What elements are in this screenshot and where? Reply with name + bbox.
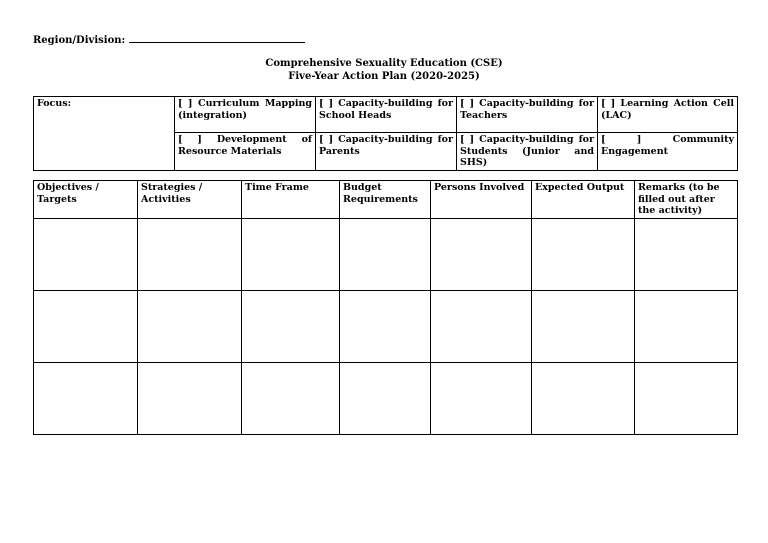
table-row <box>34 290 738 362</box>
table-cell[interactable] <box>532 218 635 290</box>
document-title: Comprehensive Sexuality Education (CSE) <box>265 58 503 69</box>
table-cell[interactable] <box>340 218 431 290</box>
table-cell[interactable] <box>532 362 635 434</box>
table-cell[interactable] <box>242 362 340 434</box>
document-subtitle: Five-Year Action Plan (2020-2025) <box>288 71 480 82</box>
header-strategies: Strategies / Activities <box>138 181 242 219</box>
table-cell[interactable] <box>242 290 340 362</box>
table-cell[interactable] <box>532 290 635 362</box>
table-cell[interactable] <box>138 362 242 434</box>
focus-option-resource-materials[interactable]: [ ] Development of Resource Materials <box>175 133 316 171</box>
focus-label: Focus: <box>37 98 72 109</box>
table-row <box>34 218 738 290</box>
header-expected-output: Expected Output <box>532 181 635 219</box>
table-cell[interactable] <box>431 290 532 362</box>
header-budget: Budget Requirements <box>340 181 431 219</box>
focus-table <box>33 96 738 171</box>
table-cell[interactable] <box>340 362 431 434</box>
table-cell[interactable] <box>34 362 138 434</box>
focus-option-teachers[interactable]: [ ] Capacity-building for Teachers <box>457 97 598 133</box>
table-cell[interactable] <box>138 290 242 362</box>
table-header-row <box>34 181 738 219</box>
table-cell[interactable] <box>138 218 242 290</box>
focus-option-lac[interactable]: [ ] Learning Action Cell (LAC) <box>598 97 738 133</box>
table-row <box>34 362 738 434</box>
region-division-label: Region/Division: <box>33 35 126 46</box>
region-division-blank-line[interactable] <box>129 33 305 43</box>
table-cell[interactable] <box>340 290 431 362</box>
focus-option-community-engagement[interactable]: [ ] Community Engagement <box>598 133 738 171</box>
table-cell[interactable] <box>431 218 532 290</box>
table-cell[interactable] <box>431 362 532 434</box>
header-objectives: Objectives / Targets <box>34 181 138 219</box>
table-cell[interactable] <box>635 290 738 362</box>
focus-option-students[interactable]: [ ] Capacity-building for Students (Junior and SHS) <box>457 133 598 171</box>
table-cell[interactable] <box>635 218 738 290</box>
action-plan-table <box>33 180 738 435</box>
focus-option-curriculum-mapping[interactable]: [ ] Curriculum Mapping (integration) <box>175 97 316 133</box>
table-cell[interactable] <box>635 362 738 434</box>
focus-option-parents[interactable]: [ ] Capacity-building for Parents <box>316 133 457 171</box>
header-persons: Persons Involved <box>431 181 532 219</box>
table-cell[interactable] <box>34 218 138 290</box>
header-time-frame: Time Frame <box>242 181 340 219</box>
region-division-field <box>33 33 305 46</box>
focus-option-school-heads[interactable]: [ ] Capacity-building for School Heads <box>316 97 457 133</box>
focus-label-cell <box>34 97 175 171</box>
table-cell[interactable] <box>242 218 340 290</box>
table-cell[interactable] <box>34 290 138 362</box>
header-remarks: Remarks (to be filled out after the activity) <box>635 181 738 219</box>
focus-row <box>34 97 738 133</box>
